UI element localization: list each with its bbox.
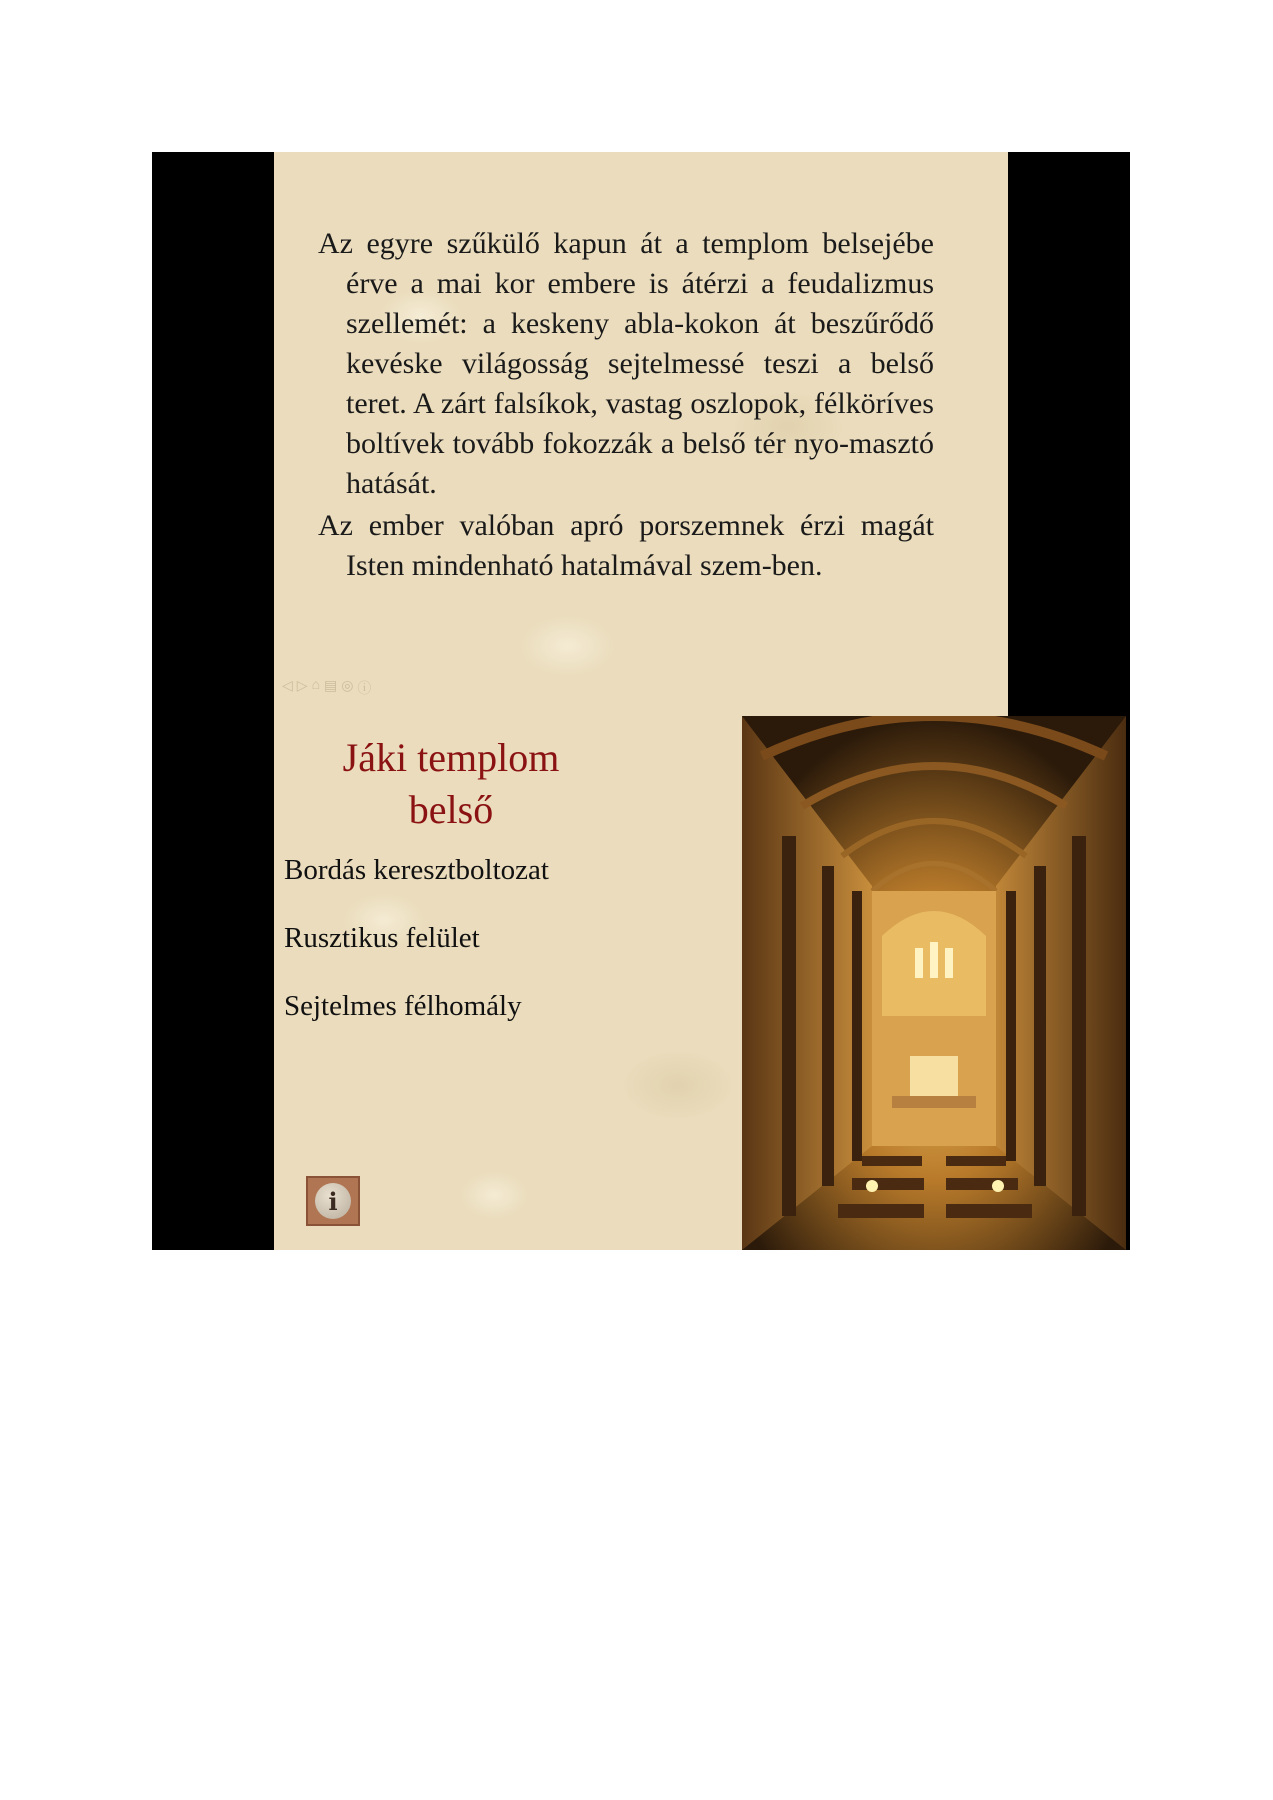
intro-paragraph-2: Az ember valóban apró porszemnek érzi magát Isten mindenható hatalmával szem-ben.	[318, 509, 934, 582]
parchment-panel	[274, 152, 1008, 1250]
feature-item: Sejtelmes félhomály	[284, 990, 522, 1022]
forward-icon: ▷	[296, 679, 308, 694]
slide	[152, 152, 1130, 1250]
heading-line-1: Jáki templom	[342, 735, 560, 780]
intro-paragraph-1: Az egyre szűkülő kapun át a templom belsejébe érve a mai kor embere is átérzi a feudalizmus szellemét: a keskeny abla-kokon át beszűrődő kevéske világosság sejtelmessé teszi a belső teret. A zárt falsíkok, vastag oszlopok, félköríves boltívek tovább fokozzák a belső tér nyo-masztó hatását.	[318, 227, 934, 500]
menu-icon: ▤	[323, 679, 338, 694]
search-icon: ◎	[341, 679, 354, 694]
church-interior-photo	[742, 716, 1126, 1250]
section-heading	[286, 732, 616, 836]
heading-line-2: belső	[408, 787, 494, 832]
feature-item: Bordás keresztboltozat	[284, 854, 549, 886]
feature-list	[284, 852, 549, 1056]
home-icon: ⌂	[311, 678, 320, 693]
back-icon: ◁	[282, 679, 293, 694]
info-icon: i	[315, 1183, 351, 1219]
church-interior-icon	[742, 716, 1126, 1250]
feature-item: Rusztikus felület	[284, 922, 480, 954]
intro-text	[318, 224, 934, 588]
faded-nav-strip	[282, 678, 371, 698]
help-icon: ⓘ	[357, 682, 372, 697]
info-button[interactable]	[306, 1176, 360, 1226]
